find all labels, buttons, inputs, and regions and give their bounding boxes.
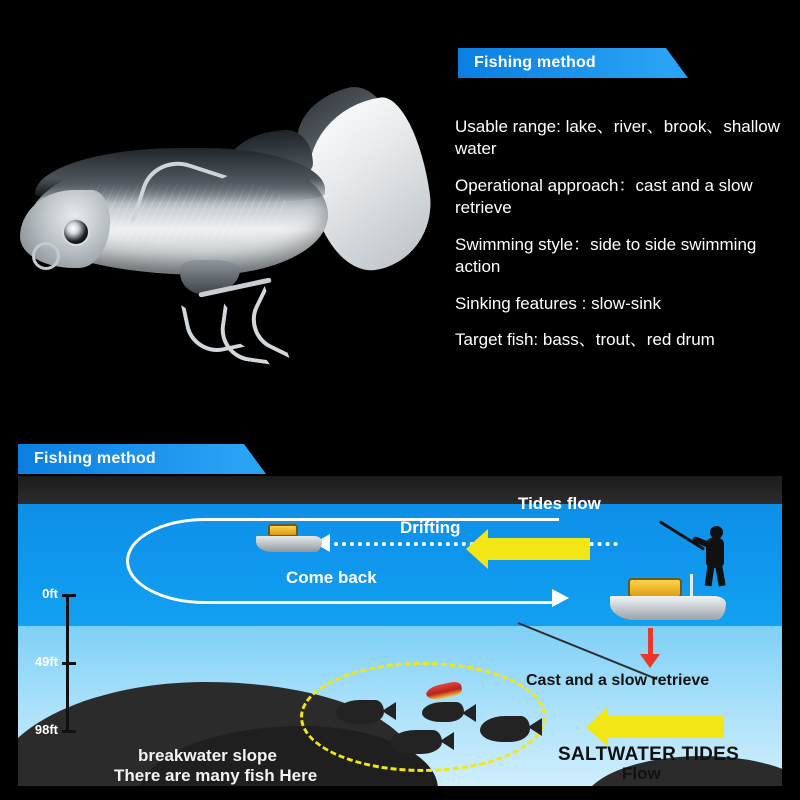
depth-tick (62, 730, 76, 733)
label-many-fish-here: There are many fish Here (114, 766, 318, 785)
lure-eye (62, 218, 90, 246)
angler-icon (690, 526, 742, 584)
spec-swimming-style: Swimming style：side to side swimming action (455, 234, 757, 277)
label-breakwater-slope: breakwater slope (138, 746, 277, 765)
depth-tick (62, 594, 76, 597)
fish-icon (390, 730, 442, 754)
angler-leg (715, 566, 725, 587)
boat-cabin (628, 578, 682, 598)
label-flow: Flow (622, 764, 661, 783)
treble-hook-icon (180, 285, 300, 365)
tides-flow-arrow (486, 538, 590, 560)
spec-list (455, 116, 785, 366)
small-boat-hull (256, 536, 322, 552)
depth-label-49ft: 49ft (34, 654, 58, 669)
come-back-path (126, 518, 559, 604)
bottom-banner-label: Fishing method (34, 450, 156, 467)
top-banner-label: Fishing method (474, 54, 596, 71)
spec-usable-range: Usable range: lake、river、brook、shallow water (455, 117, 781, 159)
angler-leg (705, 566, 715, 587)
top-fishing-method-banner (458, 48, 666, 78)
label-cast-and-slow-retrieve: Cast and a slow retrieve (526, 672, 710, 689)
fishing-scene-diagram (18, 476, 782, 786)
saltwater-tides-arrow (606, 716, 724, 738)
fish-icon (336, 700, 384, 724)
depth-label-98ft: 98ft (34, 722, 58, 737)
spec-sinking-features: Sinking features : slow-sink (455, 293, 661, 313)
spec-operational-approach: Operational approach：cast and a slow retrieve (455, 175, 753, 218)
fish-icon (422, 702, 464, 722)
hook-eyelet-icon (32, 242, 60, 270)
label-tides-flow: Tides flow (518, 494, 601, 513)
soft-swimbait-lure-icon (10, 70, 430, 320)
spec-target-fish: Target fish: bass、trout、red drum (455, 330, 715, 350)
bottom-fishing-method-banner (18, 444, 244, 474)
come-back-arrowhead (552, 589, 569, 607)
fishing-scene-panel (0, 432, 800, 800)
depth-label-0ft: 0ft (42, 586, 58, 601)
sky-band (18, 476, 782, 504)
boat-hull (610, 596, 726, 620)
depth-tick (62, 662, 76, 665)
cast-down-arrow (648, 628, 653, 656)
label-saltwater-tides: SALTWATER TIDES (558, 744, 740, 765)
fish-icon (480, 716, 530, 742)
drifting-boat-icon (256, 522, 322, 552)
label-drifting: Drifting (400, 518, 461, 537)
label-come-back: Come back (286, 568, 377, 587)
